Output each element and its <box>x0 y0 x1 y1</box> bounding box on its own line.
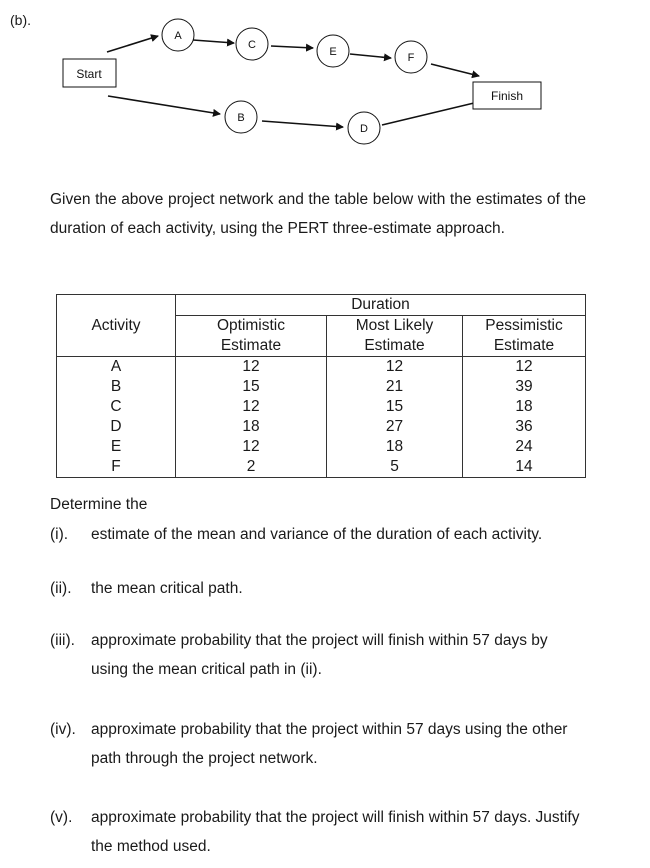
optimistic-header: Optimistic Estimate <box>176 316 327 357</box>
pessimistic-column: 12 39 18 36 24 14 <box>463 357 586 478</box>
question-number: (v). <box>50 809 73 826</box>
node-f-label: F <box>407 52 415 64</box>
question-text: approximate probability that the project will finish within 57 days. Justify the method used. <box>91 809 580 855</box>
question-ii <box>50 574 586 603</box>
node-e-label: E <box>329 46 337 58</box>
node-d-label: D <box>360 123 368 135</box>
question-i <box>50 520 586 549</box>
arrow-f-finish <box>431 64 479 76</box>
start-node-label: Start <box>76 67 102 81</box>
node-a-label: A <box>174 30 182 42</box>
question-number: (iv). <box>50 721 76 738</box>
question-iii <box>50 626 586 684</box>
activity-header: Activity <box>57 295 176 357</box>
question-text: estimate of the mean and variance of the duration of each activity. <box>91 526 543 543</box>
optimistic-column: 12 15 12 18 12 2 <box>176 357 327 478</box>
question-number: (iii). <box>50 632 75 649</box>
arrow-start-b <box>108 96 220 114</box>
node-b-label: B <box>237 112 245 124</box>
arrow-b-d <box>262 121 343 127</box>
question-text: approximate probability that the project within 57 days using the other path through the project network. <box>91 721 568 767</box>
node-c-label: C <box>248 39 256 51</box>
pessimistic-header: Pessimistic Estimate <box>463 316 586 357</box>
most-likely-header: Most Likely Estimate <box>327 316 463 357</box>
arrow-e-f <box>350 54 391 58</box>
most-likely-column: 12 21 15 27 18 5 <box>327 357 463 478</box>
question-iv <box>50 715 586 773</box>
question-number: (ii). <box>50 580 72 597</box>
question-v <box>50 803 586 861</box>
question-number: (i). <box>50 526 69 543</box>
question-text: approximate probability that the project will finish within 57 days by using the mean critical path in (ii). <box>91 632 548 678</box>
duration-header: Duration <box>176 295 586 316</box>
part-label: (b). <box>10 12 31 28</box>
finish-node-label: Finish <box>490 89 524 103</box>
activity-column: A B C D E F <box>57 357 176 478</box>
determine-heading: Determine the <box>50 496 148 513</box>
arrow-start-a <box>107 36 158 52</box>
project-network-diagram <box>0 0 650 170</box>
arrow-c-e <box>271 46 313 48</box>
arrow-a-c <box>193 40 234 43</box>
question-text: the mean critical path. <box>91 580 243 597</box>
pert-estimates-table <box>56 294 586 478</box>
arrow-d-finish <box>382 103 474 125</box>
intro-paragraph: Given the above project network and the table below with the estimates of the duration of each activity, using the PERT three-estimate approach. <box>50 191 586 237</box>
